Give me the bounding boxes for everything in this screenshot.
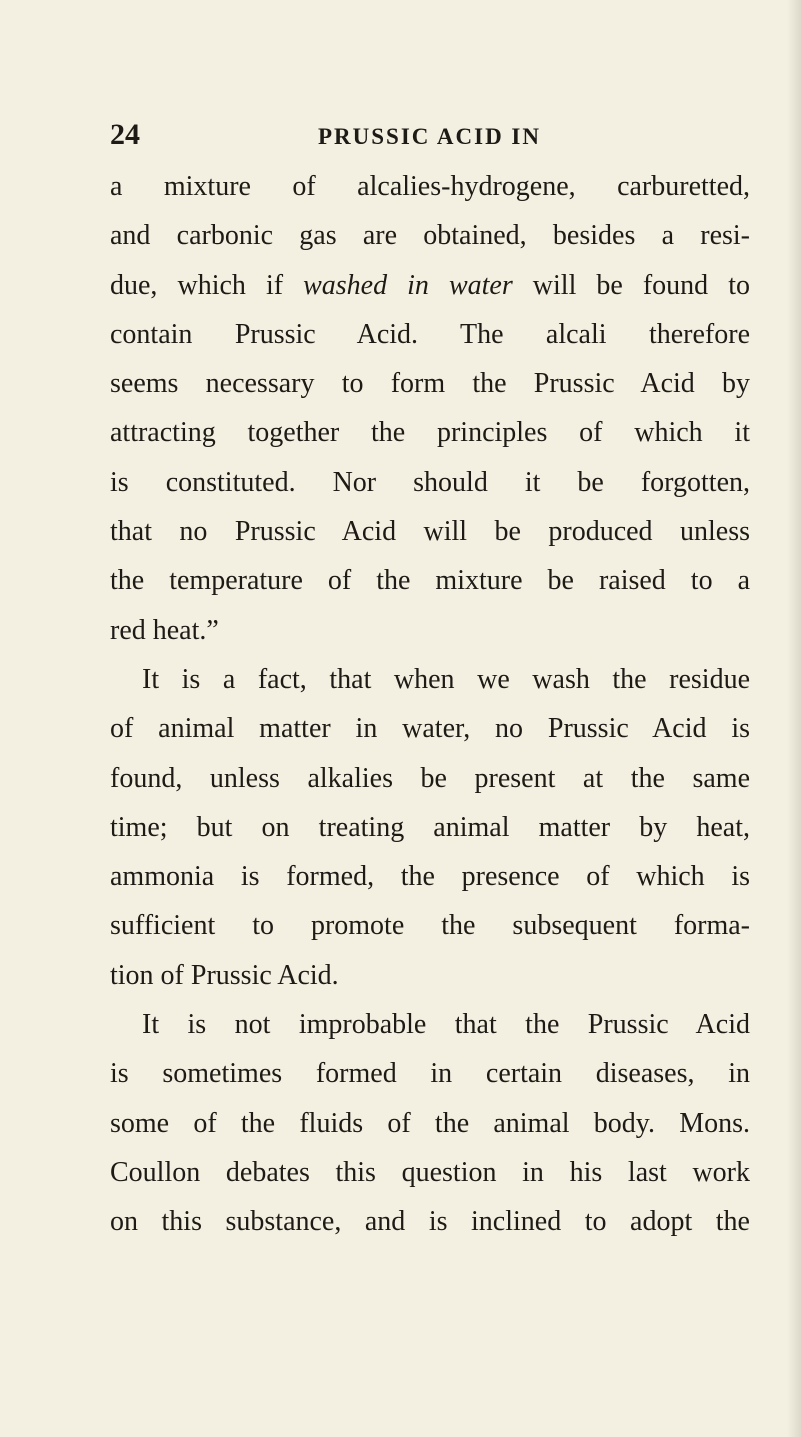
- text-line: ammonia is formed, the presence of which is: [110, 861, 750, 893]
- text-line: red heat.”: [110, 614, 219, 646]
- text-line: is constituted. Nor should it be forgotten,: [110, 466, 750, 498]
- text-line: time; but on treating animal matter by heat,: [110, 811, 750, 843]
- text-line: the temperature of the mixture be raised to a: [110, 565, 750, 597]
- text-segment: will be found to: [512, 269, 751, 301]
- page-header: [110, 118, 750, 158]
- text-line: tion of Prussic Acid.: [110, 959, 339, 991]
- text-line: [110, 261, 750, 310]
- text-line: some of the fluids of the animal body. Mons.: [110, 1107, 750, 1139]
- text-line: seems necessary to form the Prussic Acid by: [110, 368, 750, 400]
- italic-text: washed in water: [303, 269, 513, 301]
- text-line: It is a fact, that when we wash the residue: [142, 663, 750, 695]
- page-number: 24: [110, 118, 140, 151]
- text-line: sufficient to promote the subsequent forma-: [110, 910, 750, 942]
- text-line: of animal matter in water, no Prussic Acid is: [110, 713, 750, 745]
- text-line: a mixture of alcalies-hydrogene, carburetted,: [110, 171, 750, 202]
- text-segment: due, which if: [110, 269, 304, 301]
- text-line: that no Prussic Acid will be produced unless: [110, 516, 750, 548]
- text-line: contain Prussic Acid. The alcali therefore: [110, 318, 750, 350]
- body-text: [110, 162, 750, 1247]
- text-line: on this substance, and is inclined to adopt the: [110, 1206, 750, 1238]
- text-line: attracting together the principles of which it: [110, 417, 750, 449]
- page-edge-shadow: [787, 0, 801, 1437]
- text-line: Coullon debates this question in his last work: [110, 1156, 750, 1188]
- running-head: PRUSSIC ACID IN: [318, 124, 541, 149]
- text-line: It is not improbable that the Prussic Acid: [142, 1009, 750, 1041]
- text-line: found, unless alkalies be present at the same: [110, 762, 750, 794]
- text-line: is sometimes formed in certain diseases, in: [110, 1058, 750, 1090]
- text-line: and carbonic gas are obtained, besides a resi-: [110, 220, 750, 252]
